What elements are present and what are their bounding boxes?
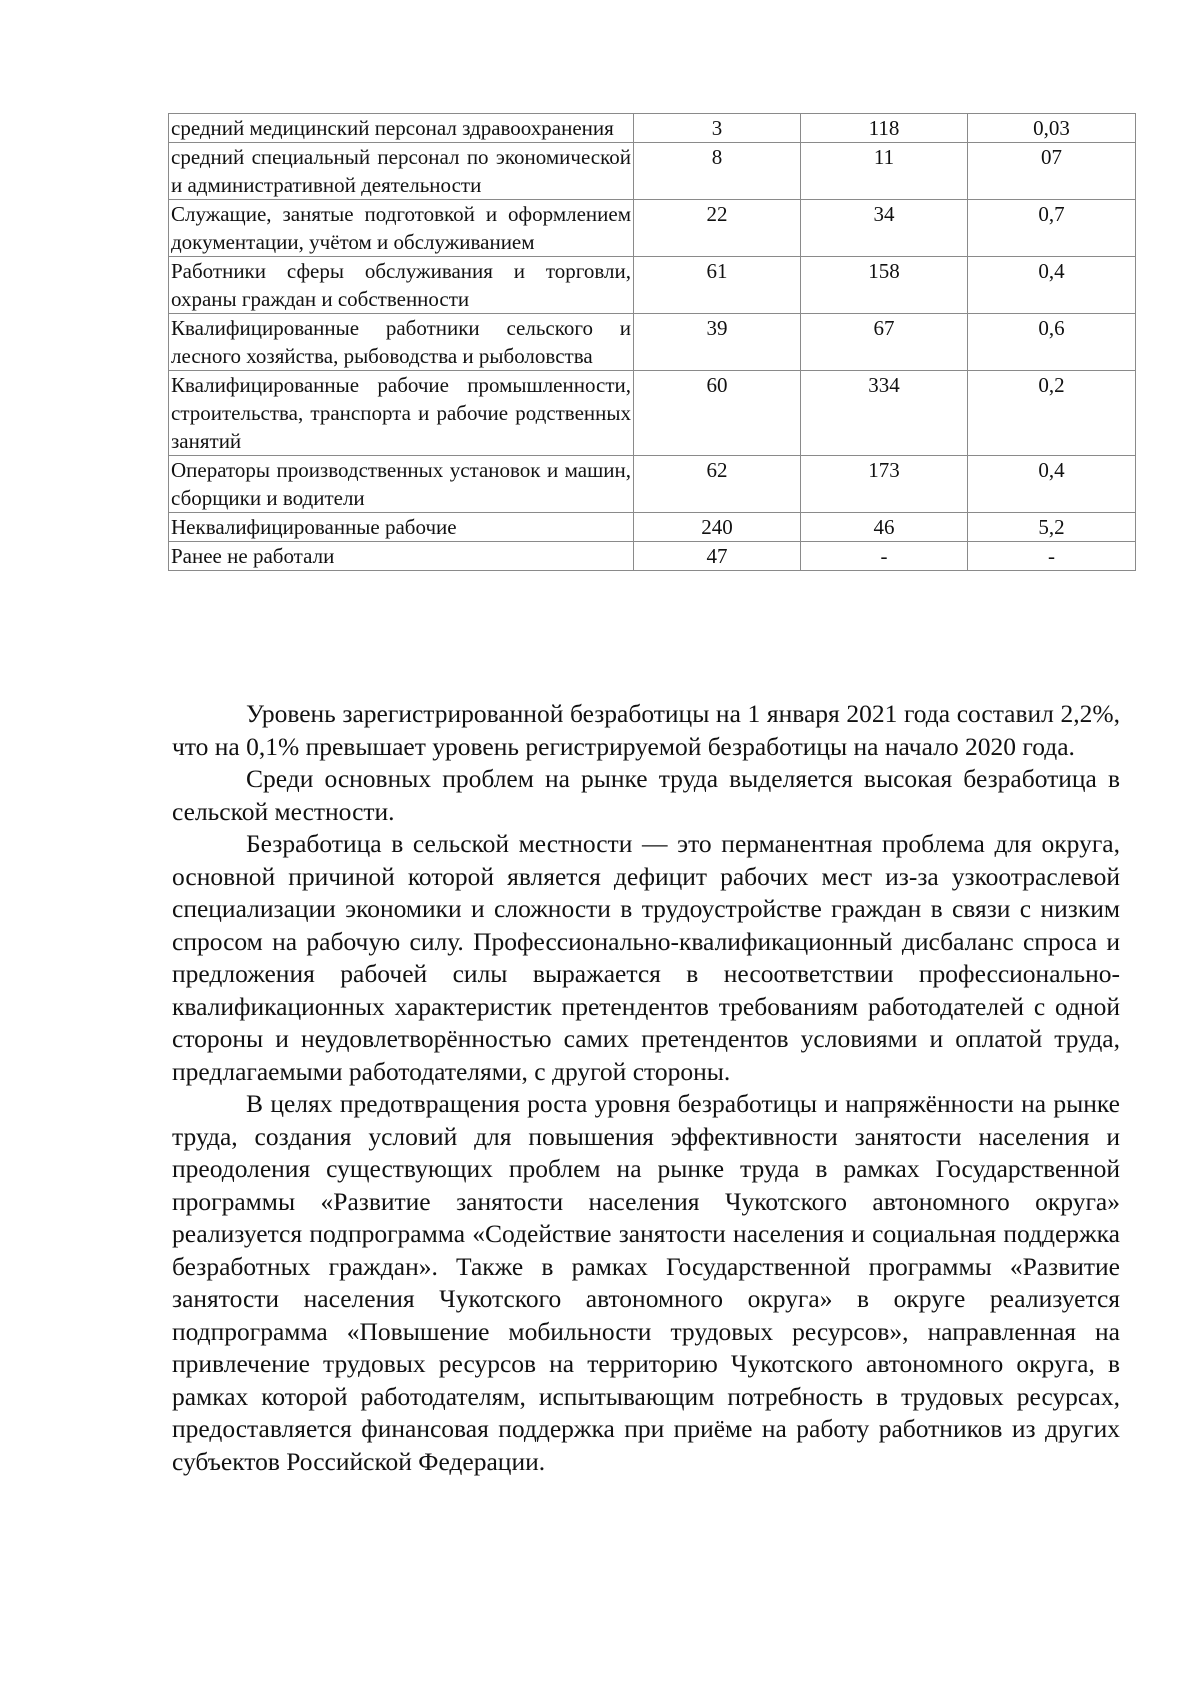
table-cell-value: 0,7 — [968, 200, 1136, 257]
table-cell-label: Неквалифицированные рабочие — [169, 513, 634, 542]
table-cell-label: средний медицинский персонал здравоохранения — [169, 114, 634, 143]
table-cell-value: 240 — [634, 513, 801, 542]
table-cell-value: 62 — [634, 456, 801, 513]
table-row — [169, 143, 1136, 200]
table-cell-value: 0,4 — [968, 257, 1136, 314]
table-row — [169, 114, 1136, 143]
paragraph-unemployment-level: Уровень зарегистрированной безработицы на 1 января 2021 года составил 2,2%, что на 0,1% превышает уровень регистрируемой безработицы на начало 2020 года. — [172, 699, 1120, 761]
table-cell-value: 46 — [801, 513, 968, 542]
table-cell-value: 8 — [634, 143, 801, 200]
table-cell-value: 47 — [634, 542, 801, 571]
table-cell-value: 118 — [801, 114, 968, 143]
table-row — [169, 456, 1136, 513]
table-cell-value: 22 — [634, 200, 801, 257]
table-cell-value: 173 — [801, 456, 968, 513]
table-cell-value: 61 — [634, 257, 801, 314]
table-cell-value: 67 — [801, 314, 968, 371]
table-cell-value: 334 — [801, 371, 968, 456]
table-cell-label: Работники сферы обслуживания и торговли, охраны граждан и собственности — [169, 257, 634, 314]
table-row — [169, 371, 1136, 456]
table-cell-value: 5,2 — [968, 513, 1136, 542]
paragraph-main-problems: Среди основных проблем на рынке труда выделяется высокая безработица в сельской местности. — [172, 764, 1120, 826]
table-row — [169, 200, 1136, 257]
occupation-unemployment-table — [168, 113, 1136, 571]
table-cell-label: Операторы производственных установок и машин, сборщики и водители — [169, 456, 634, 513]
table-cell-value: - — [801, 542, 968, 571]
table-cell-value: 0,6 — [968, 314, 1136, 371]
table-cell-value: 3 — [634, 114, 801, 143]
paragraph-rural-unemployment: Безработица в сельской местности — это перманентная проблема для округа, основной причиной которой является дефицит рабочих мест из-за узкоотраслевой специализации экономики и сложности в трудоустройстве граждан в связи с низким спросом на рабочую силу. Профессионально-квалификационный дисбаланс спроса и предложения рабочей силы выражается в несоответствии профессионально-квалификационных характеристик претендентов требованиям работодателей с одной стороны и неудовлетворённостью самих претендентов условиями и оплатой труда, предлагаемыми работодателями, с другой стороны. — [172, 829, 1120, 1086]
table-cell-value: 0,2 — [968, 371, 1136, 456]
table-cell-label: Квалифицированные рабочие промышленности, строительства, транспорта и рабочие родственных занятий — [169, 371, 634, 456]
body-text — [172, 698, 1120, 1478]
paragraph-state-program: В целях предотвращения роста уровня безработицы и напряжённости на рынке труда, создания условий для повышения эффективности занятости населения и преодоления существующих проблем на рынке труда в рамках Государственной программы «Развитие занятости населения Чукотского автономного округа» реализуется подпрограмма «Содействие занятости населения и социальная поддержка безработных граждан». Также в рамках Государственной программы «Развитие занятости населения Чукотского автономного округа» в округе реализуется подпрограмма «Повышение мобильности трудовых ресурсов», направленная на привлечение трудовых ресурсов на территорию Чукотского автономного округа, в рамках которой работодателям, испытывающим потребность в трудовых ресурсах, предоставляется финансовая поддержка при приёме на работу работников из других субъектов Российской Федерации. — [172, 1089, 1120, 1476]
table-cell-value: 11 — [801, 143, 968, 200]
table-row — [169, 314, 1136, 371]
table-row — [169, 257, 1136, 314]
table-row — [169, 542, 1136, 571]
table-cell-value: - — [968, 542, 1136, 571]
table-cell-value: 60 — [634, 371, 801, 456]
table-cell-value: 07 — [968, 143, 1136, 200]
table-row — [169, 513, 1136, 542]
table-cell-label: Квалифицированные работники сельского и лесного хозяйства, рыбоводства и рыболовства — [169, 314, 634, 371]
table-cell-label: Служащие, занятые подготовкой и оформлением документации, учётом и обслуживанием — [169, 200, 634, 257]
table-cell-label: средний специальный персонал по экономической и административной деятельности — [169, 143, 634, 200]
table-cell-value: 34 — [801, 200, 968, 257]
table-cell-value: 39 — [634, 314, 801, 371]
table-cell-value: 0,03 — [968, 114, 1136, 143]
table-cell-label: Ранее не работали — [169, 542, 634, 571]
table-cell-value: 0,4 — [968, 456, 1136, 513]
table-cell-value: 158 — [801, 257, 968, 314]
